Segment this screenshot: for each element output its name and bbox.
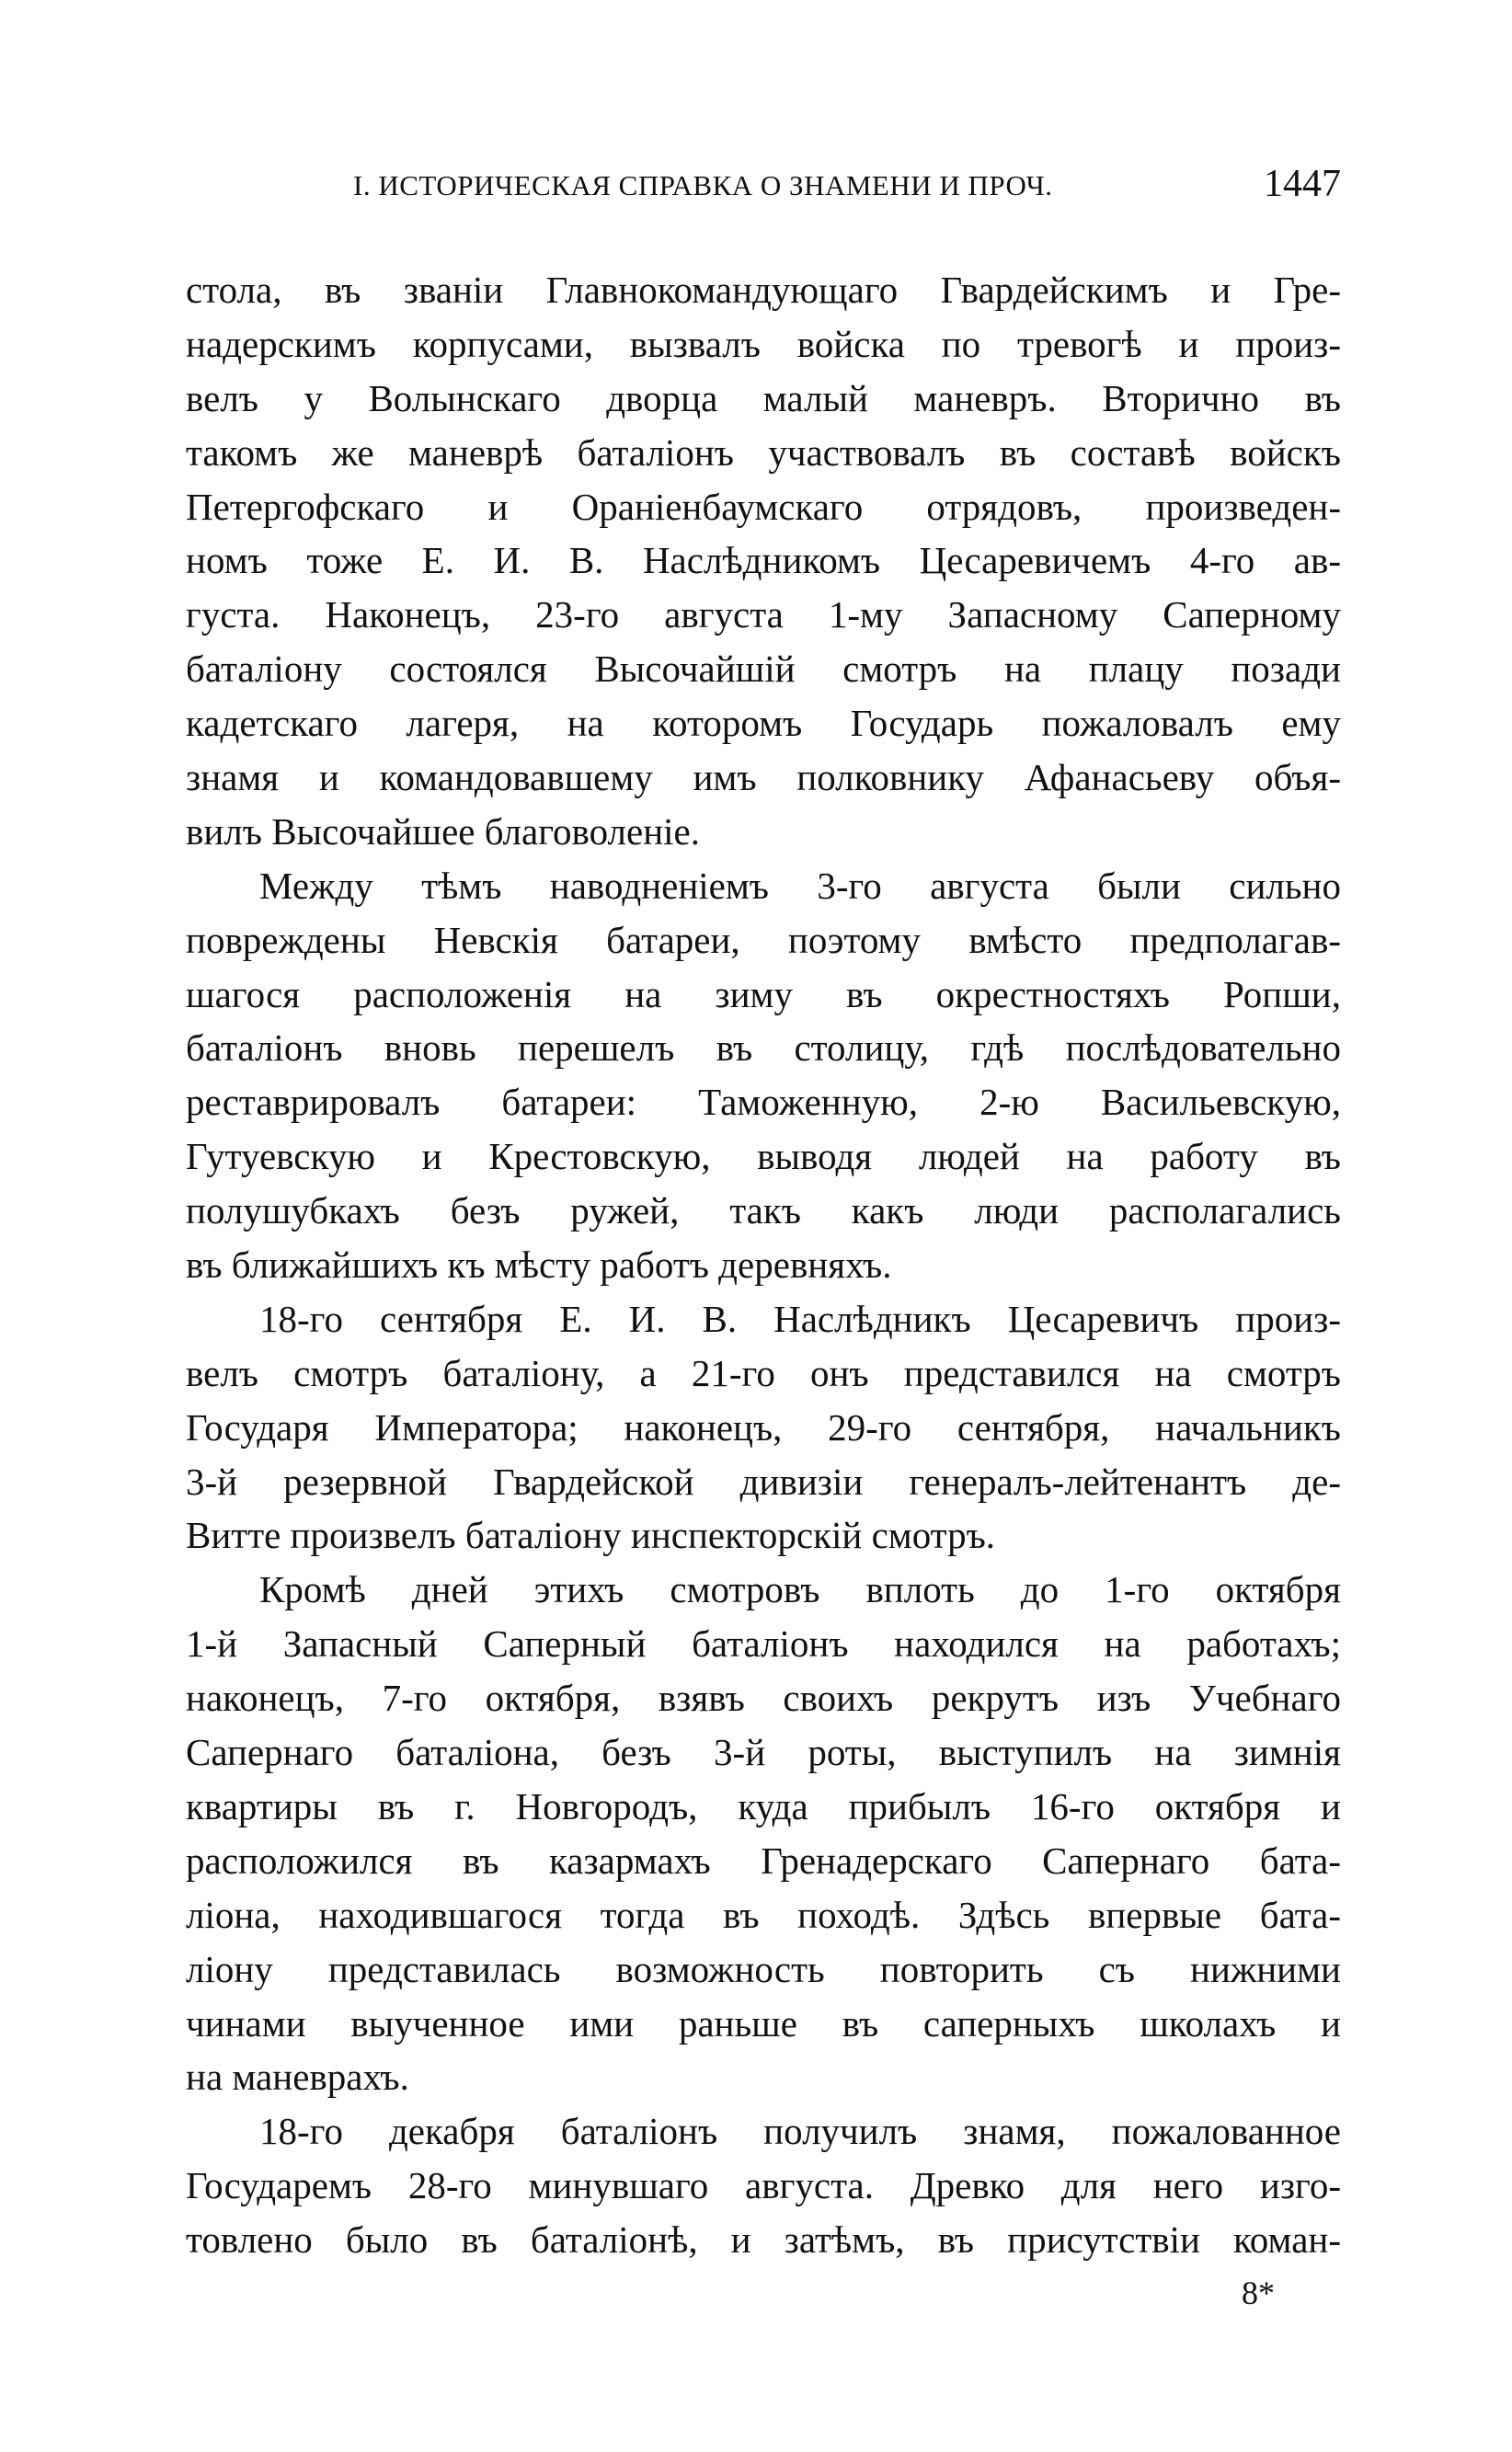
text-line: на маневрахъ. <box>186 2056 409 2099</box>
text-line: Сапернаго баталіона, безъ 3-й роты, выступилъ на зимнія <box>186 1731 1341 1774</box>
text-line: расположился въ казармахъ Гренадерскаго Сапернаго бата- <box>186 1839 1341 1882</box>
text-line: Государя Императора; наконецъ, 29-го сентября, начальникъ <box>186 1405 1341 1449</box>
text-line: Витте произвелъ баталіону инспекторскій смотръ. <box>186 1514 996 1557</box>
text-line: густа. Наконецъ, 23-го августа 1-му Запасному Саперному <box>186 593 1341 636</box>
text-line: кадетскаго лагеря, на которомъ Государь пожаловалъ ему <box>186 702 1341 745</box>
page-number: 1447 <box>1264 163 1341 205</box>
text-line: шагося расположенія на зиму въ окрестностяхъ Ропши, <box>186 972 1341 1015</box>
text-line: такомъ же маневрѣ баталіонъ участвовалъ въ составѣ войскъ <box>186 430 1341 474</box>
body-text <box>186 263 1341 2267</box>
text-line: баталіонъ вновь перешелъ въ столицу, гдѣ послѣдовательно <box>186 1026 1341 1070</box>
text-line: велъ у Волынскаго дворца малый маневръ. Вторично въ <box>186 376 1341 419</box>
paragraph <box>186 859 1341 1292</box>
text-line: 3-й резервной Гвардейской дивизіи генералъ-лейтенантъ де- <box>186 1460 1341 1503</box>
text-line: 18-го декабря баталіонъ получилъ знамя, пожалованное <box>259 2110 1341 2153</box>
text-line: номъ тоже Е. И. В. Наслѣдникомъ Цесаревичемъ 4-го ав- <box>186 539 1341 582</box>
text-line: въ ближайшихъ къ мѣсту работъ деревняхъ. <box>186 1243 892 1287</box>
text-line: повреждены Невскія батареи, поэтому вмѣсто предполагав- <box>186 918 1341 961</box>
text-line: реставрировалъ батареи: Таможенную, 2-ю Васильевскую, <box>186 1081 1341 1124</box>
text-line: велъ смотръ баталіону, а 21-го онъ представился на смотръ <box>186 1351 1341 1394</box>
text-line: 18-го сентября Е. И. В. Наслѣдникъ Цесаревичъ произ- <box>259 1297 1341 1340</box>
text-line: Между тѣмъ наводненіемъ 3-го августа были сильно <box>259 864 1341 907</box>
running-header <box>353 162 1341 208</box>
text-line: Гутуевскую и Крестовскую, выводя людей на работу въ <box>186 1135 1341 1178</box>
text-line: стола, въ званіи Главнокомандующаго Гвардейскимъ и Гре- <box>186 269 1341 311</box>
text-line: надерскимъ корпусами, вызвалъ войска по тревогѣ и произ- <box>186 322 1341 365</box>
text-line: квартиры въ г. Новгородъ, куда прибылъ 16-го октября и <box>186 1784 1341 1828</box>
text-line: 1-й Запасный Саперный баталіонъ находился на работахъ; <box>186 1622 1341 1666</box>
text-line: Кромѣ дней этихъ смотровъ вплоть до 1-го октября <box>259 1568 1341 1611</box>
text-line: чинами выученное ими раньше въ саперныхъ школахъ и <box>186 2001 1341 2045</box>
running-header-title: I. ИСТОРИЧЕСКАЯ СПРАВКА О ЗНАМЕНИ И ПРОЧ. <box>353 169 1053 201</box>
text-line: полушубкахъ безъ ружей, такъ какъ люди располагались <box>186 1189 1341 1232</box>
text-line: ліону представилась возможность повторить съ нижними <box>186 1947 1341 1990</box>
text-line: Петергофскаго и Ораніенбаумскаго отрядовъ, произведен- <box>186 485 1341 528</box>
text-line: баталіону состоялся Высочайшій смотръ на плацу позади <box>186 647 1341 691</box>
text-line: наконецъ, 7-го октября, взявъ своихъ рекрутъ изъ Учебнаго <box>186 1677 1341 1720</box>
paragraph <box>186 1292 1341 1563</box>
text-line: Государемъ 28-го минувшаго августа. Древко для него изго- <box>186 2164 1341 2207</box>
paragraph <box>186 263 1341 859</box>
text-line: ліона, находившагося тогда въ походѣ. Здѣсь впервые бата- <box>186 1893 1341 1936</box>
text-line: товлено было въ баталіонѣ, и затѣмъ, въ присутствіи коман- <box>186 2218 1341 2262</box>
text-line: вилъ Высочайшее благоволеніе. <box>186 809 700 853</box>
paragraph <box>186 2104 1341 2267</box>
signature-mark: 8* <box>1242 2274 1275 2311</box>
paragraph <box>186 1563 1341 2104</box>
text-line: знамя и командовавшему имъ полковнику Афанасьеву объя- <box>186 756 1341 799</box>
